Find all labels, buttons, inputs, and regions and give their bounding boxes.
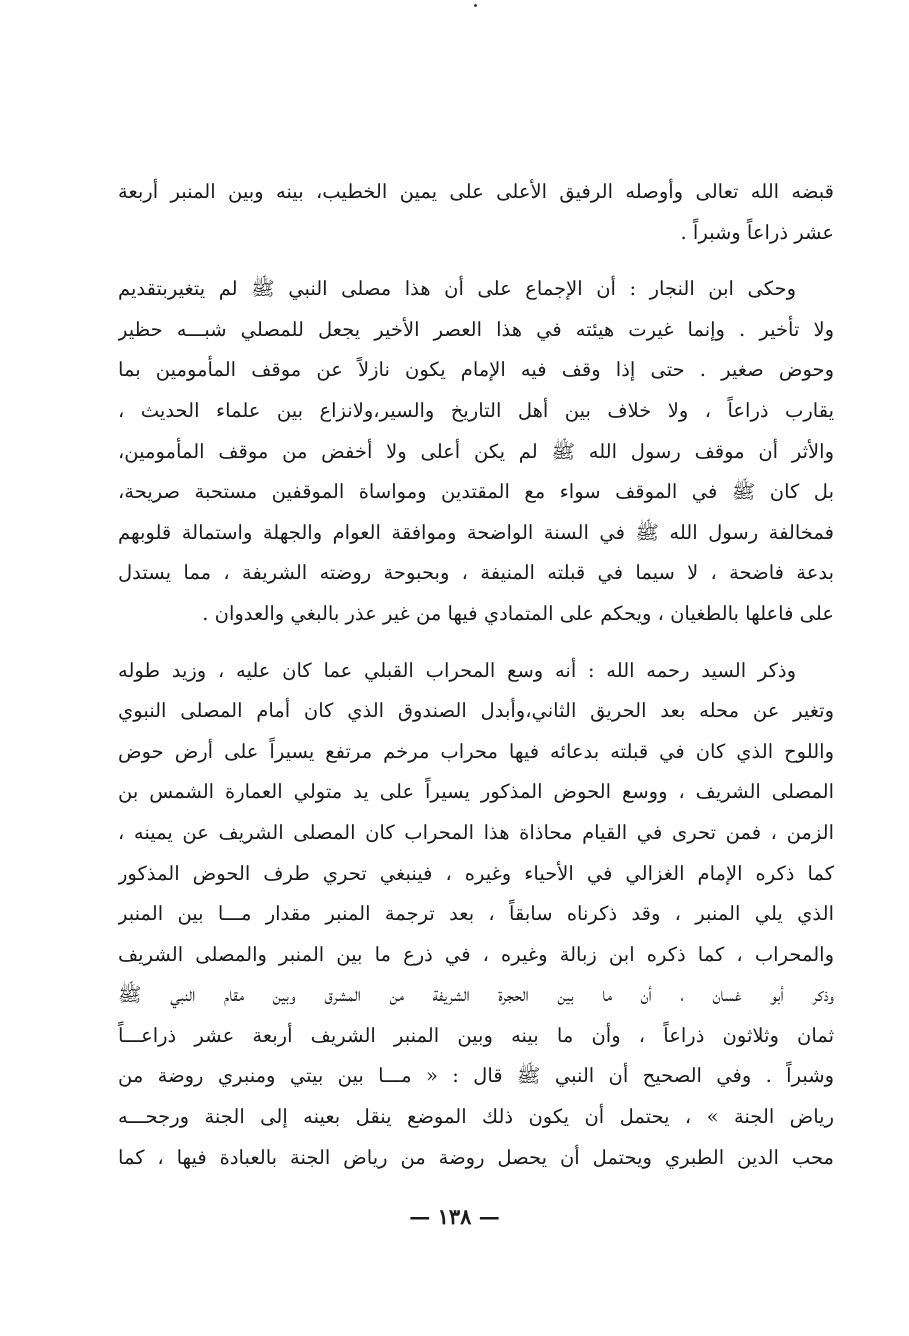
text-line: والمحراب ، كما ذكره ابن زبالة وغيره ، في ذرع ما بين المنبر والمصلى الشريف (118, 942, 834, 966)
text-line: وذكر أبو غسان ، أن ما بين الحجرة الشريفة من المشرق وبين مقام النبي ﷺ (118, 983, 834, 1007)
body-text (118, 172, 834, 1178)
paragraph-1 (118, 172, 834, 253)
text-line: بدعة فاضحة ، لا سيما في قبلته المنيفة ، وبحبوحة روضته الشريفة ، مما يستدل (118, 561, 834, 585)
text-line: عشر ذراعاً وشبراً . (680, 220, 834, 244)
text-line: واللوح الذي كان في قبلته بدعائه فيها محراب مرخم مرتفع يسيراً على أرض حوض (118, 739, 834, 763)
text-line: وذكر السيد رحمه الله : أنه وسع المحراب القبلي عما كان عليه ، وزيد طوله (118, 658, 796, 682)
paragraph-spacer (118, 253, 834, 269)
text-line: وشبراً . وفي الصحيح أن النبي ﷺ قال : « مـــا بين بيتي ومنبري روضة من (118, 1064, 834, 1088)
text-line: بل كان ﷺ في الموقف سواء مع المقتدين ومواساة الموقفين مستحبة صريحة، (118, 480, 834, 504)
text-line: قبضه الله تعالى وأوصله الرفيق الأعلى على يمين الخطيب، بينه وبين المنبر أربعة (118, 180, 834, 203)
text-line: الذي يلي المنبر ، وقد ذكرناه سابقاً ، بعد ترجمة المنبر مقدار مـــا بين المنبر (118, 902, 834, 926)
text-line: وتغير عن محله بعد الحريق الثاني،وأبدل الصندوق الذي كان أمام المصلى النبوي (118, 699, 834, 723)
text-line: ولا تأخير . وإنما غيرت هيئته في هذا العصر الأخير يجعل للمصلي شبـــه حظير (118, 317, 834, 341)
page-number: — ١٣٨ — (409, 1204, 500, 1229)
text-line: الزمن ، فمن تحرى في القيام محاذاة هذا المحراب كان المصلى الشريف عن يمينه ، (118, 820, 834, 844)
text-line: وحوض صغير . حتى إذا وقف فيه الإمام يكون نازلاً عن موقف المأمومين بما (118, 358, 834, 382)
text-line: على فاعلها بالطغيان ، ويحكم على المتمادي فيها من غير عذر بالبغي والعدوان . (202, 601, 834, 625)
text-line: وحكى ابن النجار : أن الإجماع على أن هذا مصلى النبي ﷺ لم يتغيربتقديم (118, 277, 796, 301)
text-line: المصلى الشريف ، ووسع الحوض المذكور يسيراً على يد متولي العمارة الشمس بن (118, 780, 834, 804)
paragraph-spacer (118, 635, 834, 651)
paragraph-3 (118, 651, 834, 1179)
text-line: ثمان وثلاثون ذراعاً ، وأن ما بينه وبين المنبر الشريف أربعة عشر ذراعـــاً (118, 1023, 834, 1047)
text-line: رياض الجنة » ، يحتمل أن يكون ذلك الموضع ينقل بعينه إلى الجنة ورجحـــه (118, 1105, 834, 1129)
paragraph-2 (118, 269, 834, 634)
text-line: والأثر أن موقف رسول الله ﷺ لم يكن أعلى ولا أخفض من موقف المأمومين، (118, 439, 834, 463)
scan-speck (474, 4, 477, 7)
text-line: فمخالفة رسول الله ﷺ في السنة الواضحة وموافقة العوام والجهلة واستمالة قلوبهم (118, 520, 834, 544)
text-line: كما ذكره الإمام الغزالي في الأحياء وغيره ، فينبغي تحري طرف الحوض المذكور (118, 861, 834, 885)
text-line: محب الدين الطبري ويحتمل أن يحصل روضة من رياض الجنة بالعبادة فيها ، كما (118, 1145, 834, 1169)
text-line: يقارب ذراعاً ، ولا خلاف بين أهل التاريخ والسير،ولانزاع بين علماء الحديث ، (118, 398, 834, 422)
